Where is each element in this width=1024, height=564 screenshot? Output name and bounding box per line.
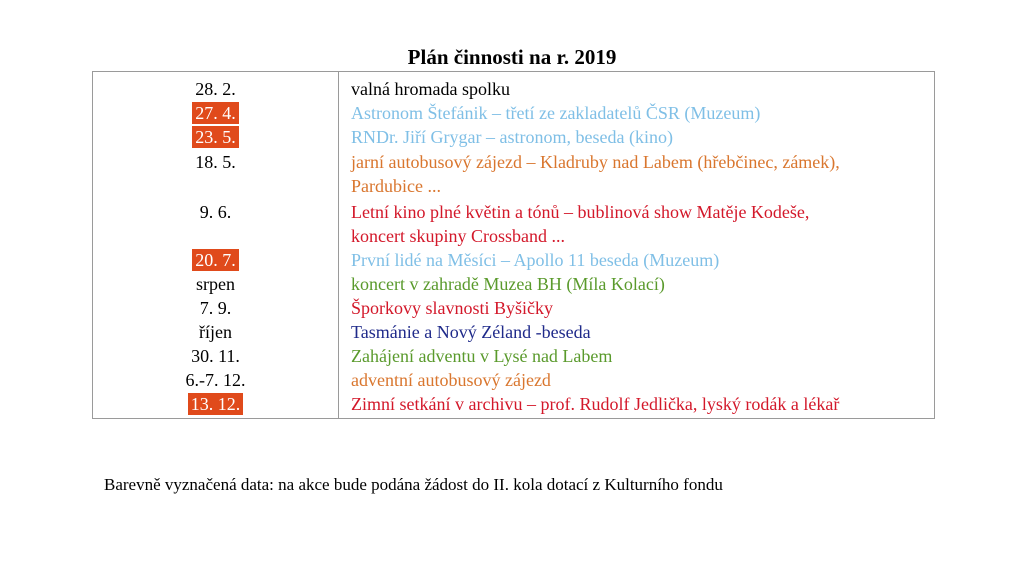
activity-table — [92, 71, 935, 419]
footnote: Barevně vyznačená data: na akce bude podána žádost do II. kola dotací z Kulturního fondu — [104, 475, 723, 494]
row-date: 28. 2. — [195, 79, 236, 99]
row-date: 18. 5. — [195, 152, 236, 172]
row-event: Zahájení adventu v Lysé nad Labem — [351, 346, 613, 366]
row-date: 30. 11. — [191, 346, 240, 366]
row-date: 23. 5. — [93, 125, 338, 149]
row-event-continued: Pardubice ... — [351, 176, 441, 196]
row-event: První lidé na Měsíci – Apollo 11 beseda (Muzeum) — [351, 250, 720, 270]
row-event: Šporkovy slavnosti Byšičky — [351, 298, 554, 318]
row-event: Zimní setkání v archivu – prof. Rudolf Jedlička, lyský rodák a lékař — [351, 394, 840, 414]
row-event: Astronom Štefánik – třetí ze zakladatelů ČSR (Muzeum) — [351, 103, 761, 123]
row-event: Tasmánie a Nový Zéland -beseda — [351, 322, 591, 342]
row-date: 6.-7. 12. — [185, 370, 246, 390]
row-date: 9. 6. — [199, 202, 232, 222]
column-divider — [338, 72, 339, 418]
row-event: koncert v zahradě Muzea BH (Míla Kolací) — [351, 274, 665, 294]
row-date: 7. 9. — [199, 298, 232, 318]
row-event: adventní autobusový zájezd — [351, 370, 551, 390]
row-event: jarní autobusový zájezd – Kladruby nad Labem (hřebčinec, zámek), — [351, 152, 840, 172]
row-date: srpen — [196, 274, 235, 294]
row-date: 13. 12. — [93, 392, 338, 416]
row-date: 27. 4. — [93, 101, 338, 125]
row-event-continued: koncert skupiny Crossband ... — [351, 226, 565, 246]
row-date: 20. 7. — [93, 248, 338, 272]
page-title: Plán činnosti na r. 2019 — [407, 45, 617, 69]
row-date: říjen — [199, 322, 232, 342]
row-event: valná hromada spolku — [351, 79, 510, 99]
row-event: RNDr. Jiří Grygar – astronom, beseda (kino) — [351, 127, 673, 147]
row-event: Letní kino plné květin a tónů – bublinová show Matěje Kodeše, — [351, 202, 810, 222]
